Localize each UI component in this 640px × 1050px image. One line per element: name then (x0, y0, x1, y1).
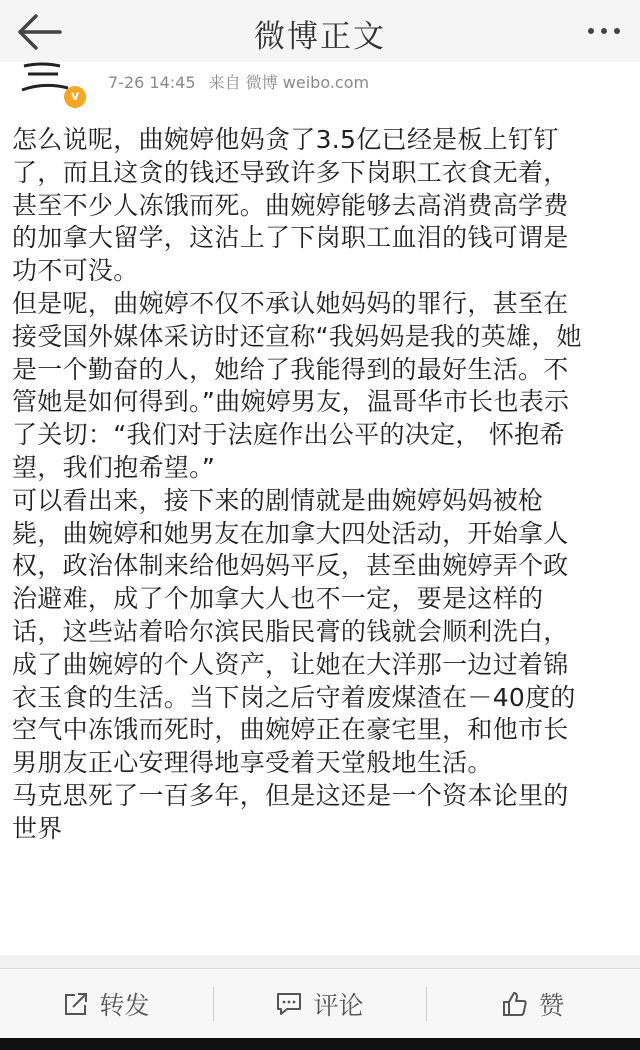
post-meta (108, 70, 377, 93)
thumbs-up-icon (501, 990, 529, 1018)
more-dots-icon (588, 28, 594, 34)
post-paragraph: 怎么说呢，曲婉婷他妈贪了3.5亿已经是板上钉钉 了，而且这贪的钱还导致许多下岗职工衣食无着， 甚至不少人冻饿而死。曲婉婷能够去高消费高学费 的加拿大留学，这沾上了下岗职工血泪的钱可谓是 功不可没。 (12, 125, 569, 286)
share-square-icon (63, 991, 89, 1017)
like-label: 赞 (538, 991, 564, 1020)
more-options-button[interactable] (582, 14, 626, 48)
top-nav-bar (0, 0, 640, 63)
comment-label: 评论 (313, 991, 364, 1020)
post-paragraph: 但是呢，曲婉婷不仅不承认她妈妈的罪行，甚至在 接受国外媒体采访时还宣称“我妈妈是我的英雄，她 是一个勤奋的人，她给了我能得到的最好生活。不 管她是如何得到。”曲婉婷男友，温哥华市长也表示 了关切：“我们对于法庭作出公平的决定， 怀抱希 望，我们抱希望。” (12, 288, 582, 482)
post-paragraph: 马克思死了一百多年，但是这还是一个资本论里的 世界 (12, 780, 569, 843)
like-button[interactable] (426, 969, 639, 1039)
verified-badge: v (64, 86, 86, 108)
post-timestamp: 7-26 14:45 (108, 73, 196, 92)
post-source[interactable]: 来自 微博 weibo.com (208, 73, 370, 92)
post-content (12, 124, 626, 846)
comment-bubble-icon (275, 991, 303, 1017)
comment-button[interactable] (213, 969, 426, 1039)
page-title: 微博正文 (254, 19, 386, 55)
bottom-edge (0, 1038, 640, 1050)
repost-label: 转发 (99, 991, 150, 1020)
action-bar (0, 968, 640, 1039)
repost-button[interactable] (0, 969, 213, 1039)
post-paragraph: 可以看出来，接下来的剧情就是曲婉婷妈妈被枪 毙，曲婉婷和她男友在加拿大四处活动，开始拿人 权，政治体制来给他妈妈平反，甚至曲婉婷弄个政 治避难，成了个加拿大人也不一定，要是这样的 话，这些站着哈尔滨民脂民膏的钱就会顺利洗白， 成了曲婉婷的个人资产，让她在大洋那一边过着锦 衣玉食的生活。当下岗之后守着废煤渣在－40度的 空气中冻饿而死时，曲婉婷正在豪宅里，和他市长 男朋友正心安理得地享受着天堂般地生活。 (12, 485, 576, 778)
post-card (0, 62, 640, 955)
